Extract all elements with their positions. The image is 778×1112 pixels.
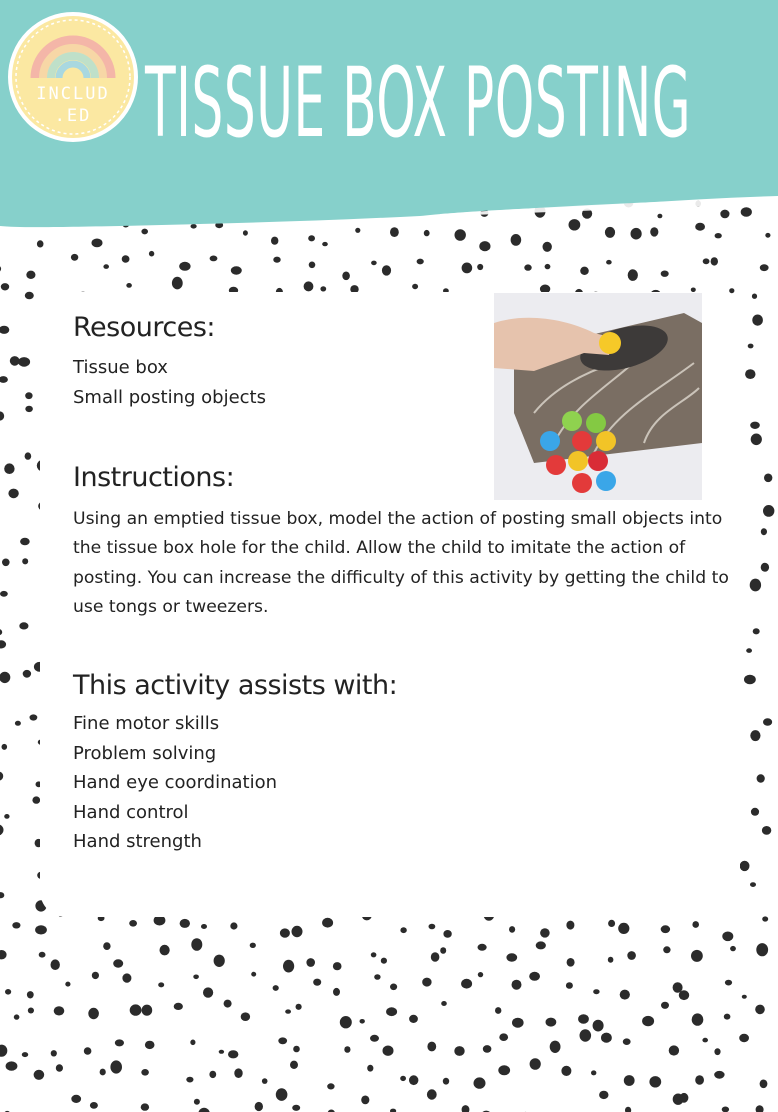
decor-dot xyxy=(230,922,237,929)
decor-dot xyxy=(371,261,377,266)
decor-dot xyxy=(191,938,202,951)
decor-dot xyxy=(361,1096,369,1105)
decor-dot xyxy=(443,1078,449,1085)
decor-dot xyxy=(625,1107,631,1112)
decor-dot xyxy=(729,288,734,293)
decor-dot xyxy=(371,952,377,957)
decor-dot xyxy=(320,286,326,291)
decor-dot xyxy=(65,982,70,987)
decor-dot xyxy=(198,1108,210,1112)
decor-dot xyxy=(524,264,531,270)
decor-dot xyxy=(567,958,575,967)
decor-dot xyxy=(88,1008,99,1019)
decor-dot xyxy=(0,640,6,648)
decor-dot xyxy=(742,995,747,999)
decor-dot xyxy=(8,489,18,499)
decor-dot xyxy=(431,952,440,961)
decor-dot xyxy=(342,272,350,281)
decor-dot xyxy=(429,924,436,930)
decor-dot xyxy=(679,990,689,1000)
decor-dot xyxy=(601,1033,612,1043)
decor-dot xyxy=(722,1107,729,1112)
decor-dot xyxy=(2,559,10,567)
decor-dot xyxy=(751,808,759,816)
decor-dot xyxy=(12,922,20,928)
decor-dot xyxy=(22,558,28,564)
decor-dot xyxy=(580,1029,592,1041)
decor-dot xyxy=(642,1016,654,1026)
list-item: Tissue box xyxy=(73,357,168,378)
decor-dot xyxy=(443,930,451,938)
decor-dot xyxy=(624,1075,635,1086)
decor-dot xyxy=(750,579,761,592)
decor-dot xyxy=(761,563,769,572)
decor-dot xyxy=(292,1105,300,1111)
list-item: Hand control xyxy=(73,801,189,823)
decor-dot xyxy=(695,1075,704,1085)
decor-dot xyxy=(752,294,757,299)
decor-dot xyxy=(381,958,387,964)
decor-dot xyxy=(179,262,190,271)
decor-dot xyxy=(730,946,736,951)
decor-dot xyxy=(422,978,431,987)
decor-dot xyxy=(382,265,391,275)
decor-dot xyxy=(224,1000,232,1008)
decor-dot xyxy=(37,240,44,247)
decor-dot xyxy=(71,1095,81,1103)
decor-dot xyxy=(130,1004,142,1015)
decor-dot xyxy=(322,242,328,246)
decor-dot xyxy=(529,972,540,981)
decor-dot xyxy=(412,284,418,289)
decor-dot xyxy=(623,1038,631,1045)
tissue-box-photo xyxy=(494,293,702,500)
decor-dot xyxy=(56,1064,63,1071)
list-item: Hand eye coordination xyxy=(73,772,277,793)
decor-dot xyxy=(25,392,32,399)
instructions-text: Using an emptied tissue box, model the action of posting small objects into the tissue box hole for the child. Allow the child to imitate the action of posting. You can increase the difficulty of this activity by getting the child to use tongs or tweezers. xyxy=(73,509,729,617)
decor-dot xyxy=(509,926,515,933)
decor-dot xyxy=(1,283,9,290)
page-title: TISSUE BOX POSTING xyxy=(145,47,692,159)
assists-heading: This activity assists with: xyxy=(73,670,398,701)
decor-dot xyxy=(92,972,99,979)
decor-dot xyxy=(84,1047,92,1055)
decor-dot xyxy=(661,1002,669,1009)
decor-dot xyxy=(174,1003,183,1010)
decor-dot xyxy=(370,1035,379,1042)
decor-dot xyxy=(750,882,756,887)
decor-dot xyxy=(599,1091,608,1099)
decor-dot xyxy=(498,1065,510,1075)
decor-dot xyxy=(210,256,218,262)
decor-dot xyxy=(158,982,164,987)
decor-dot xyxy=(764,474,772,483)
decor-dot xyxy=(290,1061,298,1069)
decor-dot xyxy=(714,1048,720,1055)
decor-dot xyxy=(113,959,123,967)
decor-dot xyxy=(15,721,21,726)
decor-dot xyxy=(483,1045,492,1053)
decor-dot xyxy=(0,892,4,898)
decor-dot xyxy=(306,958,315,967)
decor-dot xyxy=(0,376,8,383)
decor-dot xyxy=(18,357,30,367)
decor-dot xyxy=(327,1083,334,1089)
decor-dot xyxy=(25,292,34,300)
decor-dot xyxy=(228,1050,238,1058)
decor-dot xyxy=(219,1050,224,1054)
decor-dot xyxy=(461,979,472,989)
decor-dot xyxy=(440,947,446,954)
decor-dot xyxy=(536,941,546,949)
decor-dot xyxy=(478,972,483,977)
decor-dot xyxy=(409,1015,418,1023)
decor-dot xyxy=(14,1014,20,1019)
decor-dot xyxy=(661,271,669,277)
decor-dot xyxy=(0,629,2,635)
decor-dot xyxy=(628,269,638,281)
decor-dot xyxy=(400,927,406,933)
decor-dot xyxy=(692,921,699,928)
list-item: Hand strength xyxy=(73,831,202,852)
decor-dot xyxy=(580,267,589,275)
decor-dot xyxy=(620,990,630,1000)
decor-dot xyxy=(241,1012,250,1021)
decor-dot xyxy=(512,1018,524,1028)
decor-dot xyxy=(262,1078,268,1084)
decor-dot xyxy=(129,920,137,927)
decor-dot xyxy=(20,538,30,546)
decor-dot xyxy=(383,1046,394,1056)
decor-dot xyxy=(593,989,599,994)
decor-dot xyxy=(680,1093,689,1103)
decor-dot xyxy=(390,1109,396,1112)
decor-dot xyxy=(750,422,760,429)
decor-dot xyxy=(19,622,28,629)
decor-dot xyxy=(234,1068,242,1078)
decor-dot xyxy=(296,1004,302,1010)
decor-dot xyxy=(669,1045,679,1055)
decor-dot xyxy=(739,1034,749,1042)
decor-dot xyxy=(51,1050,57,1056)
decor-dot xyxy=(546,1018,557,1027)
list-item: Problem solving xyxy=(73,742,217,764)
decor-dot xyxy=(561,1066,571,1076)
decor-dot xyxy=(203,987,213,997)
decor-dot xyxy=(661,925,670,933)
decor-dot xyxy=(0,672,10,683)
decor-dot xyxy=(0,824,4,835)
decor-dot xyxy=(273,257,280,263)
decor-dot xyxy=(283,960,294,973)
decor-dot xyxy=(180,919,190,928)
decor-dot xyxy=(417,259,424,265)
decor-dot xyxy=(333,988,340,996)
decor-dot xyxy=(25,406,33,412)
decor-dot xyxy=(0,1045,7,1057)
decor-dot xyxy=(753,628,760,634)
decor-dot xyxy=(27,991,34,998)
decor-dot xyxy=(209,1071,216,1078)
decor-dot xyxy=(51,959,60,970)
includ-ed-logo xyxy=(8,12,138,142)
decor-dot xyxy=(25,452,32,459)
decor-dot xyxy=(725,980,732,986)
decor-dot xyxy=(360,1019,365,1024)
decor-dot xyxy=(478,944,487,951)
decor-dot xyxy=(740,861,750,871)
decor-dot xyxy=(194,1099,200,1105)
decor-dot xyxy=(280,928,290,937)
decor-dot xyxy=(763,505,774,517)
decor-dot xyxy=(748,344,754,349)
decor-dot xyxy=(71,254,78,261)
decor-dot xyxy=(762,826,771,835)
decor-dot xyxy=(479,241,490,251)
decor-dot xyxy=(0,411,4,420)
decor-dot xyxy=(593,1020,604,1032)
decor-dot xyxy=(304,281,314,291)
decor-dot xyxy=(763,718,772,725)
decor-dot xyxy=(390,984,397,991)
list-item: Small posting objects xyxy=(73,386,266,408)
decor-dot xyxy=(724,1014,731,1020)
decor-dot xyxy=(427,1089,437,1099)
decor-dot xyxy=(344,1046,350,1053)
decor-dot xyxy=(663,946,670,953)
decor-dot xyxy=(255,1102,263,1111)
decor-dot xyxy=(26,271,35,279)
decor-dot xyxy=(409,1075,418,1085)
decor-dot xyxy=(251,972,256,977)
decor-dot xyxy=(115,1039,124,1046)
decor-dot xyxy=(285,1009,291,1013)
decor-dot xyxy=(122,255,130,262)
resources-list xyxy=(73,353,266,412)
decor-dot xyxy=(761,528,767,535)
logo-text-line1: INCLUD xyxy=(36,84,110,104)
decor-dot xyxy=(618,923,629,934)
decor-dot xyxy=(462,1105,470,1112)
decor-dot xyxy=(578,1014,589,1024)
decor-dot xyxy=(374,974,380,980)
decor-dot xyxy=(512,980,522,990)
decor-dot xyxy=(702,1038,708,1043)
decor-dot xyxy=(30,714,38,720)
decor-dot xyxy=(755,1005,765,1015)
decor-dot xyxy=(591,1070,596,1075)
decor-dot xyxy=(4,463,14,474)
decor-dot xyxy=(386,1007,397,1016)
decor-dot xyxy=(506,953,517,961)
decor-dot xyxy=(756,1105,764,1112)
decor-dot xyxy=(340,1016,352,1028)
decor-dot xyxy=(566,921,574,930)
decor-dot xyxy=(0,591,8,597)
decor-dot xyxy=(110,1060,122,1073)
decor-dot xyxy=(649,1076,661,1087)
decor-dot xyxy=(39,952,46,958)
decor-dot xyxy=(293,1046,300,1053)
decor-dot xyxy=(149,251,154,257)
decor-dot xyxy=(10,356,20,366)
decor-dot xyxy=(201,924,207,929)
decor-dot xyxy=(4,814,9,819)
decor-dot xyxy=(760,264,769,271)
resources-heading: Resources: xyxy=(73,312,215,343)
decor-dot xyxy=(722,932,733,942)
decor-dot xyxy=(762,916,768,921)
decor-dot xyxy=(103,942,110,950)
decor-dot xyxy=(160,945,170,956)
decor-dot xyxy=(462,263,473,274)
decor-dot xyxy=(0,950,7,959)
decor-dot xyxy=(126,283,132,288)
decor-dot xyxy=(141,1103,149,1110)
decor-dot xyxy=(691,950,703,962)
decor-dot xyxy=(751,434,762,446)
decor-dot xyxy=(606,260,612,265)
decor-dot xyxy=(543,242,552,252)
decor-dot xyxy=(427,1042,436,1052)
decor-dot xyxy=(540,928,550,937)
decor-dot xyxy=(703,258,710,264)
decor-dot xyxy=(711,257,718,265)
decor-dot xyxy=(214,955,225,967)
decor-dot xyxy=(545,264,551,269)
instructions-heading: Instructions: xyxy=(73,462,235,493)
decor-dot xyxy=(566,982,573,989)
decor-dot xyxy=(744,675,756,685)
decor-dot xyxy=(23,670,31,678)
decor-dot xyxy=(278,1037,287,1044)
decor-dot xyxy=(608,957,614,963)
decor-dot xyxy=(141,1069,149,1076)
decor-dot xyxy=(6,1061,18,1070)
decor-dot xyxy=(692,1013,704,1025)
decor-dot xyxy=(313,979,321,986)
decor-dot xyxy=(367,1065,373,1072)
decor-dot xyxy=(276,1088,288,1101)
decor-dot xyxy=(627,951,636,960)
decor-dot xyxy=(757,774,765,782)
decor-dot xyxy=(273,985,279,991)
decor-dot xyxy=(231,266,242,274)
decor-dot xyxy=(499,1033,508,1041)
list-item: Fine motor skills xyxy=(73,713,220,734)
decor-dot xyxy=(752,315,763,326)
decor-dot xyxy=(5,989,11,995)
decor-dot xyxy=(441,1001,447,1006)
decor-dot xyxy=(756,943,768,956)
decor-dot xyxy=(474,1077,486,1088)
decor-dot xyxy=(54,1006,65,1015)
decor-dot xyxy=(186,1077,193,1083)
decor-dot xyxy=(400,1076,406,1081)
decor-dot xyxy=(35,925,47,934)
decor-dot xyxy=(2,744,8,750)
decor-dot xyxy=(292,926,303,937)
decor-dot xyxy=(250,943,256,948)
decor-dot xyxy=(760,1080,768,1089)
decor-dot xyxy=(454,1046,464,1056)
decor-dot xyxy=(477,264,483,270)
decor-dot xyxy=(190,1040,195,1046)
decor-dot xyxy=(103,264,109,269)
decor-dot xyxy=(28,1008,34,1014)
decor-dot xyxy=(90,1102,98,1109)
decor-dot xyxy=(142,1005,153,1016)
decor-dot xyxy=(0,772,3,781)
decor-dot xyxy=(22,1052,28,1057)
decor-dot xyxy=(746,648,752,653)
decor-dot xyxy=(172,277,183,290)
logo-text-line2: .ED xyxy=(54,106,92,126)
decor-dot xyxy=(745,369,755,379)
decor-dot xyxy=(608,920,615,927)
decor-dot xyxy=(193,975,199,980)
assists-list xyxy=(73,709,277,857)
decor-dot xyxy=(100,1069,106,1076)
decor-dot xyxy=(122,973,131,982)
decor-dot xyxy=(34,1070,45,1080)
decor-dot xyxy=(495,1007,501,1014)
decor-dot xyxy=(145,1041,155,1049)
decor-dot xyxy=(530,1058,541,1070)
decor-dot xyxy=(0,265,1,272)
decor-dot xyxy=(0,326,9,334)
decor-dot xyxy=(309,262,316,269)
decor-dot xyxy=(322,918,333,928)
decor-dot xyxy=(714,1071,724,1079)
decor-dot xyxy=(750,730,760,741)
decor-dot xyxy=(333,962,342,970)
decor-dot xyxy=(550,1041,561,1053)
